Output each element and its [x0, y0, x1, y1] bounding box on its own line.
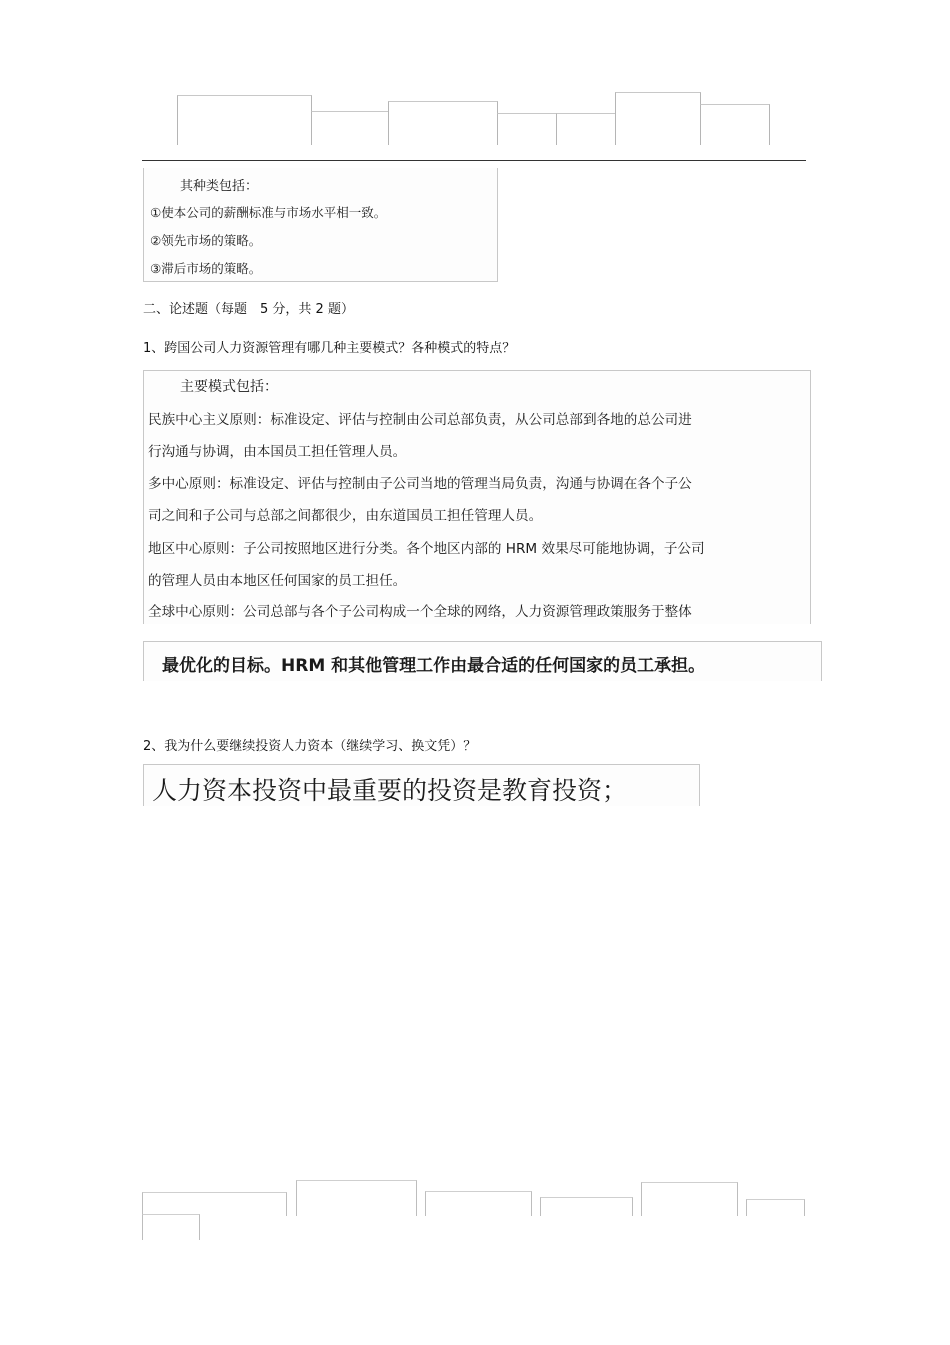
header-fragment: [700, 104, 770, 145]
answer-title: 主要模式包括：: [180, 379, 278, 395]
header-rule: [142, 160, 806, 161]
header-fragment: [177, 95, 312, 145]
answer-line: 多中心原则：标准设定、评估与控制由子公司当地的管理当局负责，沟通与协调在各个子公: [148, 476, 692, 492]
footer-fragment: [746, 1199, 805, 1216]
list-item: ②领先市场的策略。: [150, 233, 262, 248]
header-fragment: [311, 111, 389, 145]
footer-fragment: [142, 1214, 200, 1240]
answer-line: 行沟通与协调，由本国员工担任管理人员。: [148, 444, 407, 460]
section-heading: 二、论述题（每题 5 分，共 2 题）: [143, 302, 354, 317]
list-item: ③滞后市场的策略。: [150, 261, 262, 276]
footer-fragment: [425, 1191, 532, 1216]
answer-2-box: [143, 764, 700, 806]
header-fragment: [556, 113, 616, 145]
header-fragment: [497, 113, 557, 145]
salary-strategy-box: [143, 168, 498, 282]
answer-line: 最优化的目标。HRM 和其他管理工作由最合适的任何国家的员工承担。: [162, 656, 706, 676]
header-fragment: [615, 92, 701, 145]
footer-fragment: [296, 1180, 417, 1216]
header-fragment: [388, 101, 498, 145]
answer-line: 人力资本投资中最重要的投资是教育投资；: [152, 776, 628, 805]
answer-line: 地区中心原则：子公司按照地区进行分类。各个地区内部的 HRM 效果尽可能地协调，子公司: [148, 541, 705, 557]
answer-1-continuation: [143, 641, 822, 681]
answer-line: 民族中心主义原则：标准设定、评估与控制由公司总部负责，从公司总部到各地的总公司进: [148, 412, 692, 428]
question-2: 2、我为什么要继续投资人力资本（继续学习、换文凭）？: [143, 739, 477, 754]
answer-line: 全球中心原则：公司总部与各个子公司构成一个全球的网络，人力资源管理政策服务于整体: [148, 604, 692, 620]
footer-fragment: [540, 1197, 633, 1216]
box-title: 其种类包括：: [180, 179, 259, 194]
answer-1-box: [143, 370, 811, 624]
question-1: 1、跨国公司人力资源管理有哪几种主要模式？各种模式的特点？: [143, 341, 516, 356]
answer-line: 的管理人员由本地区任何国家的员工担任。: [148, 573, 407, 589]
footer-fragment: [142, 1192, 287, 1216]
footer-fragment: [641, 1182, 738, 1216]
answer-line: 司之间和子公司与总部之间都很少，由东道国员工担任管理人员。: [148, 508, 543, 524]
list-item: ①使本公司的薪酬标准与市场水平相一致。: [150, 205, 387, 220]
